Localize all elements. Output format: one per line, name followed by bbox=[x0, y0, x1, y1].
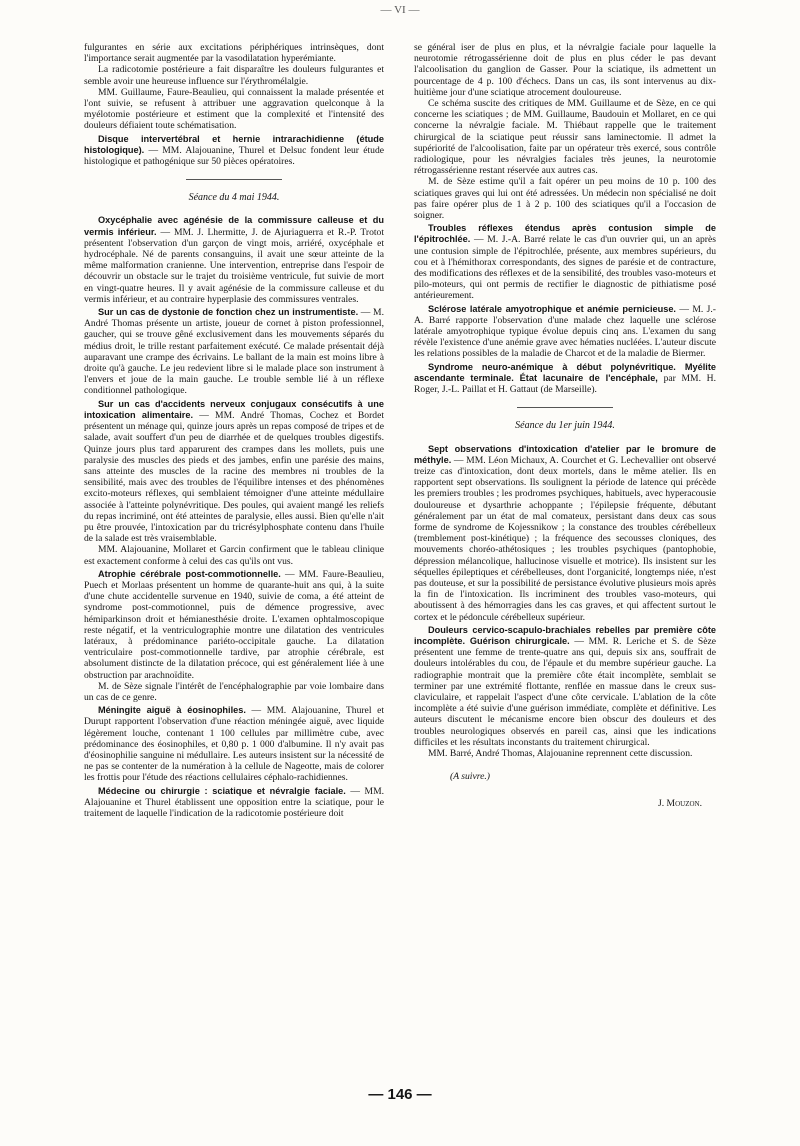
communication-body: — MM. J. Lhermitte, J. de Ajuriaguerra et R.-P. Trotot présentent l'observation d'un garçon de vingt mois, arriéré, oxycéphale et hydrocéphale. Né de parents consanguins, il avait une sœur atteinte de la même malformation cranienne. Une intervention, entreprise dans l'espoir de découvrir un obstacle sur le trajet du troisième ventricule, fut suivie de mort en vingt-quatre heures. Il y avait agénésie de la commissure calleuse et du vermis inférieur, et au contraire hyperplasie des commissures ventrales. bbox=[84, 226, 385, 305]
to-be-continued: (A suivre.) bbox=[450, 771, 490, 783]
paragraph: M. de Sèze estime qu'il a fait opérer un peu moins de 10 p. 100 des sciatiques graves qui lui ont été adressées. Un médecin non spécialisé ne doit pas faire opérer plus de 1 à 2 p. 100 des sciatiques qu'il a l'occasion de soigner. bbox=[414, 176, 716, 222]
communication-title: Sept observations d'intoxication d'atelier par le bromure de méthyle. bbox=[414, 443, 716, 465]
communication-title: Disque intervertébral et hernie intrarachidienne (étude histologique). bbox=[84, 133, 384, 155]
communication bbox=[414, 223, 716, 301]
paragraph: MM. Barré, André Thomas, Alajouanine reprennent cette discussion. bbox=[428, 747, 693, 759]
communication bbox=[84, 307, 384, 397]
divider bbox=[186, 179, 282, 180]
communication bbox=[84, 215, 384, 305]
running-head: — VI — bbox=[380, 4, 420, 16]
divider bbox=[517, 407, 613, 408]
communication bbox=[84, 569, 384, 681]
session-heading: Séance du 1er juin 1944. bbox=[515, 420, 615, 432]
communication-title: Syndrome neuro-anémique à début polynévritique. Myélite ascendante terminale. État lacunaire de l'encéphale, bbox=[414, 361, 716, 383]
page-number: — 146 — bbox=[368, 1086, 432, 1103]
communication-body: — M. J.-A. Barré rapporte l'observation d'une malade chez laquelle une sclérose latérale amyotrophique typique évolue depuis cinq ans. L'examen du sang révèle l'existence d'une anémie grave avec hématies nucléées. L'auteur discute les relations possibles de la maladie de Charcot et de la maladie de Biermer. bbox=[414, 303, 717, 360]
communication-body: — MM. Alajouanine, Thurel et Delsuc fondent leur étude histologique et pathogénique sur 50 pièces opératoires. bbox=[84, 144, 384, 168]
communication-body: — MM. Alajouanine et Thurel établissent une opposition entre la sciatique, pour le traitement de laquelle l'indication de la radicotomie postérieure doit bbox=[84, 785, 385, 819]
communication bbox=[84, 786, 384, 820]
paragraph: MM. Alajouanine, Mollaret et Garcin confirment que le tableau clinique est exactement conforme à celui des cas qu'ils ont vus. bbox=[84, 544, 384, 567]
paragraph: MM. Guillaume, Faure-Beaulieu, qui connaissent la malade présentée et l'ont suivie, se refusent à attribuer une aggravation quelconque à la myélotomie postérieure et estiment que la complexité et l'intensité des douleurs défiaient toute schématisation. bbox=[84, 86, 384, 132]
communication-title: Sclérose latérale amyotrophique et anémie pernicieuse. bbox=[428, 303, 676, 314]
communication bbox=[84, 399, 384, 545]
right-column bbox=[414, 42, 716, 810]
paragraph: Ce schéma suscite des critiques de MM. Guillaume et de Sèze, en ce qui concerne les sciatiques ; de MM. Guillaume, Baudouin et Mollaret, en ce qui concerne la névralgie faciale. M. Thiébaut rappelle que le traitement chirurgical de la sciatique peut réussir sans laminectomie. Il admet la supériorité de l'alcoolisation, faite par un opérateur très exercé, sous contrôle radiologique, pour les névralgies faciales très jeunes, la neurotomie rétrogassérienne restant réservée aux autres cas. bbox=[414, 98, 716, 177]
communication-body: — MM. Faure-Beaulieu, Puech et Morlaas présentent un homme de quarante-huit ans qui, à la suite d'une chute accidentelle survenue en 1940, suivie de coma, a été atteint de syndrome post-commotionnel, puis de démence progressive, avec hémiparkinson droit et hémianesthésie droite. L'examen ophtalmoscopique reste négatif, et la ventriculographie montre une dilatation des ventricules latéraux, à prédominance pariéto-occipitale gauche. La dilatation ventriculaire post-commotionnelle tardive, par atrophie cérébrale, est absolument distincte de la dilatation précoce, qui est généralement liée à une obstruction par arachnoïdite. bbox=[84, 568, 384, 681]
communication-body: — MM. André Thomas, Cochez et Bordet présentent un ménage qui, quinze jours après un repas composé de tripes et de salade, avait souffert d'un peu de diarrhée et de quelques troubles digestifs. Quinze jours plus tard apparurent des crampes dans les mollets, puis une paralysie des muscles des pieds et des jambes, enfin une parésie des mains, sans atteinte des muscles de la racine des membres ni troubles de la sensibilité, mais avec des troubles de l'équilibre intenses et des phénomènes excito-moteurs réflexes, qui semblaient témoigner d'une atteinte médullaire associée à l'atteinte polynévritique. Des poules, qui avaient mangé les reliefs du repas incriminé, ont été atteintes de paralysie, elles aussi. Bien qu'elle n'ait pu être prouvée, l'intoxication par du tricrésylphosphate contenu dans l'huile de la salade est très vraisemblable. bbox=[84, 409, 384, 545]
communication bbox=[84, 705, 384, 783]
communication bbox=[84, 134, 384, 168]
communication-body: — MM. R. Leriche et S. de Sèze présentent une femme de trente-quatre ans qui, depuis six ans, souffrait de douleurs intolérables du cou, de l'épaule et du membre supérieur gauche. La radiographie montrait que la première côte était incomplète, semblait se terminer par une extrémité flottante, renflée en massue dans le creux sus-claviculaire, et rappelait l'aspect d'une côte cervicale. L'ablation de la côte incomplète a été suivie d'une guérison immédiate, complète et définitive. Les auteurs discutent le mécanisme encore bien obscur des douleurs et des troubles neurologiques observés en pareil cas, ainsi que les indications difficiles et les résultats inconstants du traitement chirurgical. bbox=[414, 635, 716, 748]
communication-title: Méningite aiguë à éosinophiles. bbox=[98, 705, 246, 716]
communication-title: Sur un cas d'accidents nerveux conjugaux consécutifs à une intoxication alimentaire. bbox=[84, 398, 384, 420]
communication-body: — MM. Léon Michaux, A. Courchet et G. Lechevallier ont observé treize cas d'intoxication, dont deux mortels, dans le même atelier. Ils en rapportent sept observations. Ils soulignent la période de latence qui précède les premiers troubles ; les prodromes psychiques, habituels, avec hyperacousie douloureuse et dysarthrie achoppante ; l'épilepsie fréquente, débutant généralement par un état de mal comateux, persistant dans deux cas sous forme de syndrome de Kojessnikow ; la constance des troubles cérébelleux (tremblement post-kinétique) ; la fréquence des secousses cloniques, des mouvements choréo-athétosiques ; les troubles psychiques (pantophobie, dépression mélancolique, hallucinose visuelle et motrice). Ils insistent sur les séquelles épileptiques et cérébelleuses, dont l'organicité, longtemps niée, n'est pas douteuse, et sur la possibilité de persistance évolutive plusieurs mois après la fin de l'intoxication. Ils incriminent des troubles vaso-moteurs, qui aboutissent à des hémorragies dans les cas graves, et qui affectent surtout le cortex et le pédoncule cérébelleux supérieur. bbox=[414, 454, 716, 623]
communication bbox=[414, 444, 716, 623]
paragraph: La radicotomie postérieure a fait disparaître les douleurs fulgurantes et semble avoir une heureuse influence sur l'érythromélalgie. bbox=[84, 64, 384, 87]
communication-body: par MM. H. Roger, J.-L. Paillat et H. Gattaut (de Marseille). bbox=[414, 372, 717, 396]
communication-title: Oxycéphalie avec agénésie de la commissure calleuse et du vermis inférieur. bbox=[84, 215, 384, 237]
paragraph: fulgurantes en série aux excitations périphériques intrinsèques, dont l'importance serait augmentée par la vasodilatation hyperémiante. bbox=[84, 42, 384, 65]
communication-body: — M. André Thomas présente un artiste, joueur de cornet à piston professionnel, gaucher, qui se trouve gêné exclusivement dans les mouvements séparés du médius droit, le trille restant parfaitement exécuté. Ce malade présentait déjà auparavant une crampe des écrivains. Le ballant de la main est moins libre à droite qu'à gauche. Le jeu redevient libre si le malade place son instrument à l'envers et joue de la main gauche. Le trouble semble lié à un réflexe conditionnel pathologique. bbox=[84, 307, 384, 397]
communication-title: Troubles réflexes étendus après contusion simple de l'épitrochlée. bbox=[414, 223, 716, 245]
communication-title: Médecine ou chirurgie : sciatique et névralgie faciale. bbox=[98, 785, 346, 796]
session-heading: Séance du 4 mai 1944. bbox=[188, 192, 280, 204]
communication-body: — M. J.-A. Barré relate le cas d'un ouvrier qui, un an après une contusion simple de l'épitrochlée, présente, aux membres supérieurs, du cou et à l'hémithorax correspondants, des signes de parésie et de contracture, des modifications des réflexes et de la sensibilité, des troubles vaso-moteurs et pilo-moteurs, qui ont permis de rectifier le diagnostic de pithiatisme posé antérieurement. bbox=[414, 234, 716, 302]
communication-body: — MM. Alajouanine, Thurel et Durupt rapportent l'observation d'une réaction méningée aiguë, avec liquide légèrement louche, contenant 1 100 cellules par millimètre cube, avec prédominance des éosinophiles, et 0,80 p. 1 000 d'albumine. Il n'y avait pas d'éosinophilie sanguine ni médullaire. Les auteurs insistent sur la nécessité de ne pas se contenter de la numération à la cellule de Nageotte, mais de colorer les frottis pour l'étude des réactions cellulaires céphalo-rachidiennes. bbox=[84, 705, 384, 784]
paragraph: se général iser de plus en plus, et la névralgie faciale pour laquelle la neurotomie rétrogassérienne doit de plus en plus céder le pas devant l'alcoolisation du ganglion de Gasser. Pour la sciatique, ils admettent un pourcentage de 4 p. 100 d'échecs. Dans un cas, ils sont intervenus au dix-huitième jour d'une sciatique atrocement douloureuse. bbox=[414, 42, 716, 98]
paragraph: M. de Sèze signale l'intérêt de l'encéphalographie par voie lombaire dans un cas de ce genre. bbox=[84, 680, 384, 703]
communication bbox=[414, 362, 716, 396]
communication-title: Sur un cas de dystonie de fonction chez un instrumentiste. bbox=[98, 307, 359, 318]
communication-title: Douleurs cervico-scapulo-brachiales rebelles par première côte incomplète. Guérison chirurgicale. bbox=[414, 624, 716, 646]
author-signature: J. Mouzon. bbox=[658, 798, 702, 810]
left-column bbox=[84, 42, 384, 819]
communication bbox=[414, 625, 716, 748]
communication bbox=[414, 304, 716, 360]
communication-title: Atrophie cérébrale post-commotionnelle. bbox=[98, 568, 281, 579]
